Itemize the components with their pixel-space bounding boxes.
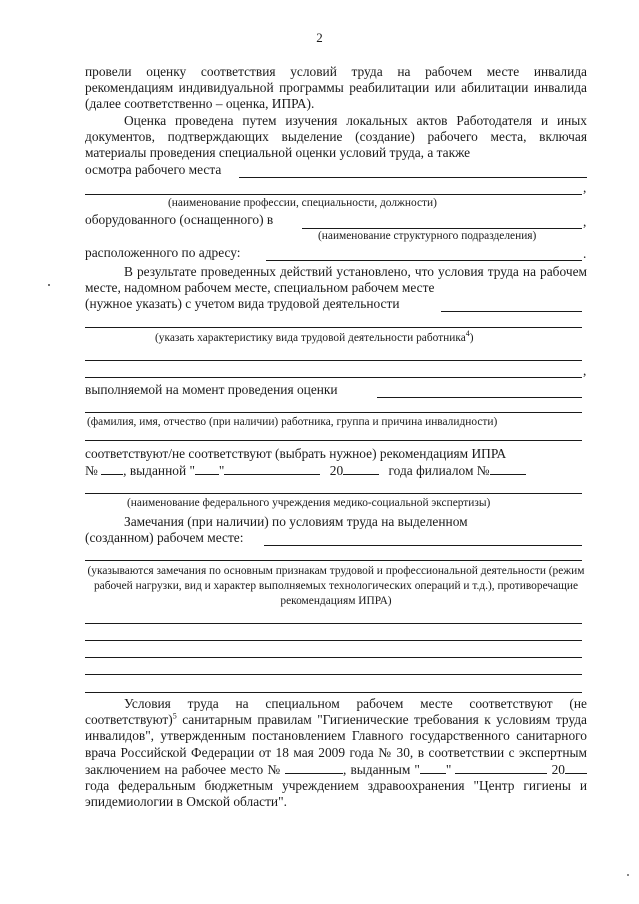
comma: , — [583, 363, 587, 378]
branch-number-field[interactable] — [490, 462, 526, 475]
performed-label: выполняемой на момент проведения оценки — [85, 382, 338, 397]
assessment-paragraph: Оценка проведена путем изучения локальных актов Работодателя и иных документов, подтверждающих выделение (создание) рабочего места, включая материалы проведения специальной оценки условий труда, а также — [85, 113, 587, 161]
remarks-line2: (созданном) рабочем месте: — [85, 530, 244, 545]
address-label: расположенного по адресу: — [85, 245, 241, 260]
remarks-field[interactable] — [264, 545, 582, 546]
remarks-field-6[interactable] — [85, 674, 582, 675]
issued-day-field[interactable] — [195, 462, 219, 475]
profession-field[interactable] — [85, 194, 582, 195]
issued-label: , выданной " — [123, 463, 195, 478]
equipped-label: оборудованного (оснащенного) в — [85, 212, 274, 227]
worker-field-2[interactable] — [85, 440, 582, 441]
activity-field[interactable] — [441, 311, 582, 312]
intro-paragraph: провели оценку соответствия условий труда на рабочем месте инвалида рекомендациям индивидуальной программы реабилитации или абилитации инвалида (далее соответственно – оценка, ИПРА). — [85, 64, 587, 112]
institution-caption: (наименование федерального учреждения медико-социальной экспертизы) — [127, 497, 491, 509]
activity-field-4[interactable] — [85, 377, 582, 378]
profession-caption: (наименование профессии, специальности, должности) — [168, 197, 437, 209]
remarks-caption: (указываются замечания по основным признакам трудовой и профессиональной деятельности (режим рабочей нагрузки, вид и характер выполняемых технологических операций и т.д.), противоречащие рекомендациям ИПРА) — [87, 565, 585, 607]
remarks-field-4[interactable] — [85, 640, 582, 641]
comma: , — [583, 180, 587, 195]
remarks-field-3[interactable] — [85, 623, 582, 624]
expert-day-field[interactable] — [420, 761, 446, 774]
scan-speck — [627, 874, 629, 876]
department-field[interactable] — [302, 228, 582, 229]
activity-field-3[interactable] — [85, 360, 582, 361]
expert-conclusion-number-field[interactable] — [285, 761, 343, 774]
inspection-label: осмотра рабочего места — [85, 162, 222, 177]
scan-dot — [48, 284, 50, 286]
ipra-number-label: № — [85, 463, 98, 478]
activity-field-2[interactable] — [85, 327, 582, 328]
ipra-number-field[interactable] — [101, 462, 123, 475]
ipra-line — [85, 462, 587, 479]
worker-field[interactable] — [85, 412, 582, 413]
issued-year-field[interactable] — [343, 462, 379, 475]
comply-line: соответствуют/не соответствуют (выбрать нужное) рекомендациям ИПРА — [85, 446, 507, 461]
activity-caption: (указать характеристику вида трудовой деятельности работника$^4$) — [155, 329, 474, 344]
remarks-field-2[interactable] — [85, 560, 582, 561]
result-paragraph: В результате проведенных действий установлено, что условия труда на рабочем месте, надомном рабочем месте, специальном рабочем месте — [85, 264, 587, 296]
expert-year-field[interactable] — [565, 761, 587, 774]
expert-month-field[interactable] — [455, 761, 547, 774]
remarks-field-5[interactable] — [85, 657, 582, 658]
institution-field[interactable] — [85, 493, 582, 494]
inspection-field[interactable] — [239, 177, 587, 178]
issued-month-field[interactable] — [224, 462, 320, 475]
remarks-field-7[interactable] — [85, 692, 582, 693]
worker-caption: (фамилия, имя, отчество (при наличии) работника, группа и причина инвалидности) — [87, 416, 498, 428]
address-field[interactable] — [266, 260, 582, 261]
department-caption: (наименование структурного подразделения) — [318, 230, 537, 242]
period: . — [583, 246, 587, 261]
page-number: 2 — [316, 30, 323, 45]
quote-close: " — [218, 463, 225, 478]
activity-label: (нужное указать) с учетом вида трудовой деятельности — [85, 296, 400, 311]
performed-field[interactable] — [377, 397, 582, 398]
branch-label: года филиалом № — [388, 463, 490, 478]
remarks-label: Замечания (при наличии) по условиям труда на выделенном — [124, 514, 468, 529]
year-prefix: 20 — [329, 463, 344, 478]
comma: , — [583, 214, 587, 229]
final-paragraph: Условия труда на специальном рабочем месте соответствуют (не соответствуют)$^5$ санитарным правилам "Гигиенические требования к условиям труда инвалидов", утвержденным постановлением Главного государственного санитарного врача Российской Федерации от 18 мая 2009 года № 30, в соответствии с экспертным заключением на рабочее место № , выданным " " 20 года федеральным бюджетным учреждением здравоохранения "Центр гигиены и эпидемиологии в Омской области". — [85, 696, 587, 810]
